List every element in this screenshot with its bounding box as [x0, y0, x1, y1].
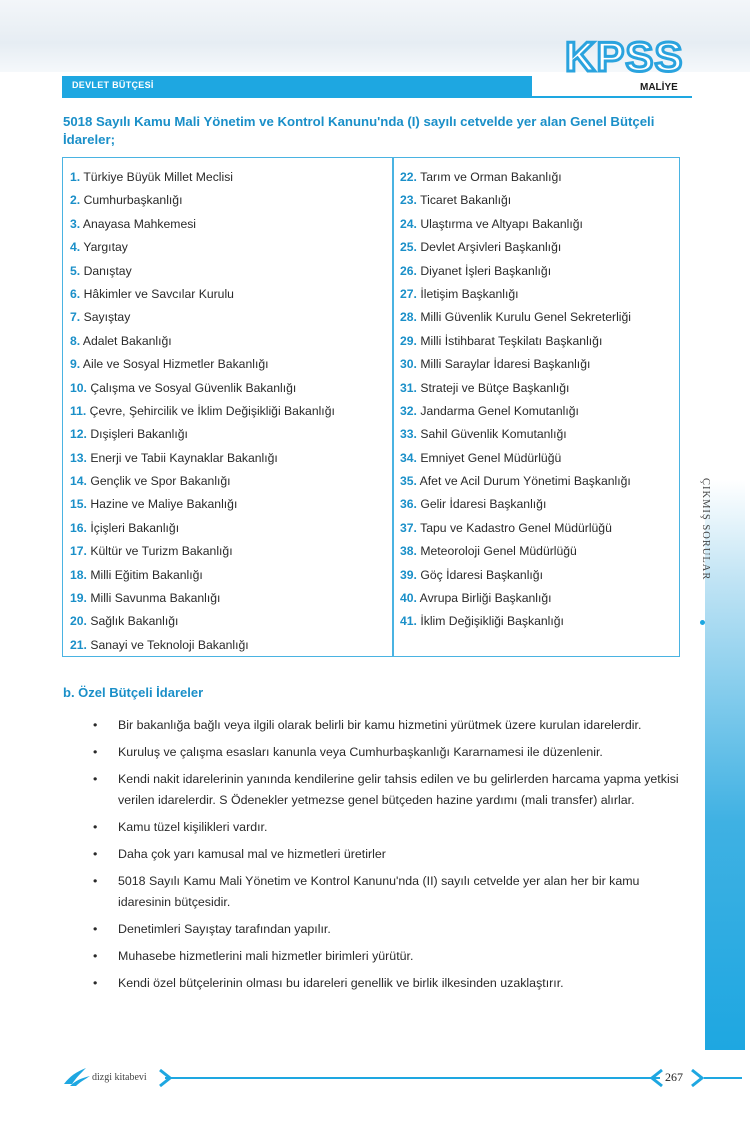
list-item-number: 16.	[70, 520, 87, 535]
list-item-text: Adalet Bakanlığı	[82, 333, 172, 348]
list-item	[400, 377, 631, 400]
list-item	[400, 400, 631, 423]
list-item	[400, 564, 631, 587]
footer-arrow-end-icon	[690, 1068, 742, 1093]
list-item-number: 15.	[70, 497, 87, 512]
list-item-text: Danıştay	[83, 263, 132, 278]
list-item-number: 36.	[400, 497, 417, 512]
list-item-number: 8.	[70, 333, 81, 348]
bullet-dot-icon: •	[93, 718, 98, 732]
bullet-text: Muhasebe hizmetlerini mali hizmetler birimleri yürütür.	[118, 949, 414, 963]
list-item-number: 28.	[400, 310, 417, 325]
section-title: DEVLET BÜTÇESİ	[72, 80, 154, 90]
bullet-text: Kuruluş ve çalışma esasları kanunla veya Cumhurbaşkanlığı Kararnamesi ile düzenlenir.	[118, 745, 603, 759]
list-item-number: 20.	[70, 614, 87, 629]
list-item	[400, 587, 631, 610]
list-item	[400, 447, 631, 470]
brand-logo-icon	[62, 1066, 92, 1093]
list-item	[400, 540, 631, 563]
page-heading: 5018 Sayılı Kamu Mali Yönetim ve Kontrol Kanunu'nda (I) sayılı cetvelde yer alan Genel Bütçeli İdareler;	[63, 114, 655, 147]
list-item-text: Milli Saraylar İdaresi Başkanlığı	[420, 357, 591, 372]
bullet-dot-icon: •	[93, 874, 98, 888]
list-item	[70, 353, 335, 376]
list-item	[70, 166, 335, 189]
list-item-number: 13.	[70, 450, 87, 465]
bullet-item	[93, 742, 685, 763]
list-item-text: İletişim Başkanlığı	[420, 286, 519, 301]
list-item-text: Gençlik ve Spor Bakanlığı	[90, 474, 231, 489]
list-item-text: Milli Savunma Bakanlığı	[90, 591, 221, 606]
list-item	[70, 634, 335, 657]
list-item-text: Jandarma Genel Komutanlığı	[420, 403, 579, 418]
bullet-dot-icon: •	[93, 922, 98, 936]
list-item	[70, 517, 335, 540]
bullet-item	[93, 871, 685, 913]
list-item	[70, 306, 335, 329]
page-number: 267	[665, 1070, 683, 1084]
list-item	[400, 260, 631, 283]
list-item	[400, 283, 631, 306]
list-item-number: 32.	[400, 403, 417, 418]
list-item	[400, 610, 631, 633]
bullet-dot-icon: •	[93, 745, 98, 759]
list-item-text: Anayasa Mahkemesi	[82, 216, 197, 231]
list-item	[70, 260, 335, 283]
list-item-number: 26.	[400, 263, 417, 278]
list-item	[70, 587, 335, 610]
bullet-text: Kendi nakit idarelerinin yanında kendilerine gelir tahsis edilen ve bu gelirlerden harcama yapma yetkisi verilen idarelerdir. S Ödenekler yetmezse genel bütçeden hazine yardımı (mali transfer) alırlar.	[118, 772, 679, 807]
list-item-number: 6.	[70, 286, 81, 301]
list-item-text: Çalışma ve Sosyal Güvenlik Bakanlığı	[90, 380, 297, 395]
bullet-item	[93, 715, 685, 736]
bullet-dot-icon: •	[93, 820, 98, 834]
side-dot-icon	[700, 620, 705, 625]
list-item	[70, 610, 335, 633]
list-item-text: Emniyet Genel Müdürlüğü	[420, 450, 562, 465]
list-item	[70, 400, 335, 423]
list-item-text: Tarım ve Orman Bakanlığı	[420, 170, 562, 184]
list-item-text: Dışişleri Bakanlığı	[90, 427, 188, 442]
bullet-dot-icon: •	[93, 772, 98, 786]
list-item-text: Diyanet İşleri Başkanlığı	[420, 263, 552, 278]
list-item-number: 40.	[400, 591, 417, 606]
bullet-item	[93, 946, 685, 967]
list-item-text: İklim Değişikliği Başkanlığı	[420, 614, 564, 629]
list-item-text: İçişleri Bakanlığı	[90, 520, 180, 535]
list-item-text: Türkiye Büyük Millet Meclisi	[83, 170, 234, 184]
list-item-number: 3.	[70, 216, 81, 231]
list-item-number: 5.	[70, 263, 81, 278]
list-item	[70, 236, 335, 259]
bullet-text: Bir bakanlığa bağlı veya ilgili olarak belirli bir kamu hizmetini yürütmek üzere kurulan idarelerdir.	[118, 718, 642, 732]
list-item-text: Sanayi ve Teknoloji Bakanlığı	[90, 637, 249, 652]
list-item	[400, 470, 631, 493]
list-item-text: Milli İstihbarat Teşkilatı Başkanlığı	[420, 333, 603, 348]
list-item	[400, 166, 631, 189]
bullet-dot-icon: •	[93, 847, 98, 861]
bullet-text: 5018 Sayılı Kamu Mali Yönetim ve Kontrol Kanunu'nda (II) sayılı cetvelde yer alan her bir kamu idaresinin bütçesidir.	[118, 874, 640, 909]
side-label: ÇIKMIŞ SORULAR	[700, 478, 711, 581]
list-item-text: Göç İdaresi Başkanlığı	[420, 567, 543, 582]
list-item	[70, 283, 335, 306]
list-item-text: Enerji ve Tabii Kaynaklar Bakanlığı	[90, 450, 278, 465]
list-item-number: 31.	[400, 380, 417, 395]
list-item-text: Milli Eğitim Bakanlığı	[90, 567, 203, 582]
list-item-number: 9.	[70, 357, 81, 372]
list-item	[400, 423, 631, 446]
list-item-number: 7.	[70, 310, 81, 325]
list-item-number: 1.	[70, 170, 81, 184]
list-item-number: 17.	[70, 544, 87, 559]
bullet-text: Kendi özel bütçelerinin olması bu idareleri genellik ve birlik ilkesinden uzaklaştırır.	[118, 976, 564, 990]
list-item-text: Hâkimler ve Savcılar Kurulu	[83, 286, 234, 301]
list-item-text: Sayıştay	[83, 310, 131, 325]
bullet-item	[93, 844, 685, 865]
list-item	[400, 493, 631, 516]
list-item	[70, 213, 335, 236]
side-decoration-strip	[705, 480, 745, 1050]
list-item	[400, 517, 631, 540]
list-item	[70, 493, 335, 516]
bullet-list	[93, 715, 685, 1000]
institution-column-right	[400, 166, 631, 634]
bullet-dot-icon: •	[93, 976, 98, 990]
list-item	[70, 377, 335, 400]
list-item-text: Aile ve Sosyal Hizmetler Bakanlığı	[82, 357, 269, 372]
list-item-text: Milli Güvenlik Kurulu Genel Sekreterliği	[420, 310, 632, 325]
bullet-text: Daha çok yarı kamusal mal ve hizmetleri üretirler	[118, 847, 386, 861]
sub-heading: b. Özel Bütçeli İdareler	[63, 685, 204, 700]
list-item-number: 24.	[400, 216, 417, 231]
list-item-number: 19.	[70, 591, 87, 606]
list-item-text: Tapu ve Kadastro Genel Müdürlüğü	[420, 520, 612, 535]
bullet-dot-icon: •	[93, 949, 98, 963]
bullet-item	[93, 919, 685, 940]
list-item	[400, 236, 631, 259]
footer-divider	[165, 1077, 660, 1079]
list-item-number: 23.	[400, 193, 417, 208]
subject-label: MALİYE	[640, 82, 678, 93]
list-item-number: 38.	[400, 544, 417, 559]
bullet-item	[93, 817, 685, 838]
list-item-number: 14.	[70, 474, 87, 489]
list-item-number: 34.	[400, 450, 417, 465]
list-item-text: Hazine ve Maliye Bakanlığı	[90, 497, 238, 512]
list-item-text: Afet ve Acil Durum Yönetimi Başkanlığı	[419, 474, 631, 489]
list-item-number: 33.	[400, 427, 417, 442]
list-item-text: Strateji ve Bütçe Başkanlığı	[420, 380, 570, 395]
list-item-number: 11.	[70, 403, 87, 418]
list-item-text: Çevre, Şehircilik ve İklim Değişikliği Bakanlığı	[89, 403, 335, 418]
list-item-number: 22.	[400, 170, 417, 184]
list-item-number: 27.	[400, 286, 417, 301]
bullet-item	[93, 769, 685, 811]
list-item-number: 35.	[400, 474, 417, 489]
list-item-number: 30.	[400, 357, 417, 372]
list-item	[400, 306, 631, 329]
list-item	[70, 470, 335, 493]
list-item-number: 18.	[70, 567, 87, 582]
column-divider	[392, 157, 394, 657]
footer-arrow-right-icon	[650, 1068, 664, 1093]
list-item-number: 41.	[400, 614, 417, 629]
list-item	[400, 330, 631, 353]
list-item	[70, 564, 335, 587]
list-item-text: Cumhurbaşkanlığı	[83, 193, 183, 208]
list-item-text: Gelir İdaresi Başkanlığı	[420, 497, 547, 512]
list-item-number: 12.	[70, 427, 87, 442]
list-item-text: Sağlık Bakanlığı	[90, 614, 179, 629]
list-item-number: 4.	[70, 240, 81, 255]
list-item	[400, 213, 631, 236]
list-item-text: Sahil Güvenlik Komutanlığı	[420, 427, 567, 442]
list-item	[400, 189, 631, 212]
list-item	[70, 423, 335, 446]
list-item-text: Ulaştırma ve Altyapı Bakanlığı	[420, 216, 583, 231]
bullet-text: Denetimleri Sayıştay tarafından yapılır.	[118, 922, 331, 936]
list-item-number: 39.	[400, 567, 417, 582]
list-item	[70, 447, 335, 470]
list-item-number: 37.	[400, 520, 417, 535]
list-item-text: Yargıtay	[83, 240, 128, 255]
list-item-text: Meteoroloji Genel Müdürlüğü	[420, 544, 577, 559]
list-item	[70, 540, 335, 563]
list-item-text: Ticaret Bakanlığı	[420, 193, 512, 208]
list-item-number: 25.	[400, 240, 417, 255]
list-item-number: 10.	[70, 380, 87, 395]
list-item-number: 29.	[400, 333, 417, 348]
footer-arrow-left-icon	[158, 1068, 172, 1093]
kpss-logo: KPSS	[565, 33, 684, 80]
list-item-text: Avrupa Birliği Başkanlığı	[419, 591, 552, 606]
institution-column-left	[70, 166, 335, 657]
list-item-number: 21.	[70, 637, 87, 652]
list-item-number: 2.	[70, 193, 81, 208]
list-item	[70, 189, 335, 212]
list-item	[400, 353, 631, 376]
header-divider	[62, 96, 692, 98]
bullet-text: Kamu tüzel kişilikleri vardır.	[118, 820, 268, 834]
brand-name: dizgi kitabevi	[92, 1072, 147, 1083]
bullet-item	[93, 973, 685, 994]
list-item-text: Devlet Arşivleri Başkanlığı	[420, 240, 562, 255]
list-item-text: Kültür ve Turizm Bakanlığı	[90, 544, 233, 559]
list-item	[70, 330, 335, 353]
